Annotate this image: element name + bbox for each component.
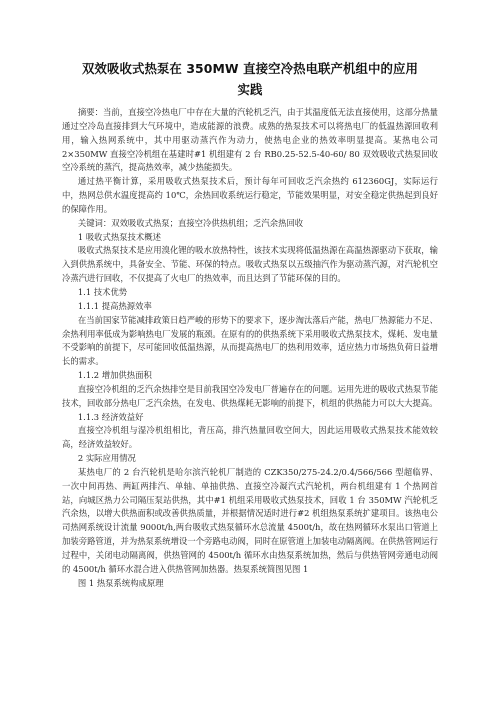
- keywords-line: 关键词：双效吸收式热泵；直接空冷供热机组；乏汽余热回收: [77, 217, 304, 228]
- body-paragraph: 吸收式热泵技术是应用溴化锂的吸水放热特性，该技术实现将低温热源在高温热源驱动下获取，输入到供热系统中，具备安全、节能、环保的特点。吸收式热泵以五级抽汽作为驱动蒸汽源，对汽轮机空冷蒸汽进行回收，不仅提高了火电厂的热效率，而且达到了节能环保的目的。: [62, 245, 438, 284]
- body-paragraph: 直接空冷机组与湿冷机组相比，背压高，排汽热量回收空间大，因此运用吸收式热泵技术能效较高，经济效益较好。: [62, 425, 438, 450]
- section-heading-2: 2 实际应用情况: [77, 453, 136, 464]
- section-heading-1-1-1: 1.1.1 提高热源效率: [77, 300, 152, 311]
- document-body: [62, 106, 438, 591]
- title-line-2: 实践: [237, 82, 263, 97]
- figure-caption: 图 1 热泵系统构成原理: [77, 577, 164, 588]
- body-paragraph: 直接空冷机组的乏汽余热排空是目前我国空冷发电厂普遍存在的问题。运用先进的吸收式热泵节能技术，回收部分热电厂乏汽余热，在发电、供热煤耗无影响的前提下，机组的供热能力可以大大提高。: [62, 383, 438, 408]
- abstract-paragraph: 摘要：当前，直接空冷热电厂中存在大量的汽轮机乏汽，由于其温度低无法直接使用，这部分热量通过空冷岛直接排到大气环境中，造成能源的浪费。成熟的热泵技术可以将热电厂的低温热源回收利用，输入热网系统中，其中用驱动蒸汽作为动力，使热电企业的热效率明显提高。某热电公司 2×350MW 直接空冷机组在基建时#1 机组建有 2 台 RB0.25-52.5-40-60/ 80 双效吸收式热泵回收空冷系统的蒸汽，提高热效率，减少热能损失。: [62, 107, 438, 173]
- body-paragraph: 在当前国家节能减排政策日趋严峻的形势下的要求下，逐步淘汰落后产能，热电厂热源能力不足、余热利用率低成为影响热电厂发展的瓶颈。在原有的的供热系统下采用吸收式热泵技术，煤耗、发电量不受影响的前提下，尽可能回收低温热源，从而提高热电厂的热利用效率，适应热力市场热负荷日益增长的需求。: [62, 314, 438, 367]
- document-title: [62, 58, 438, 100]
- abstract-result-paragraph: 通过热平衡计算，采用吸收式热泵技术后，预计每年可回收乏汽余热约 612360GJ，实际运行中，热网总供水温度提高约 10℃，余热回收系统运行稳定，节能效果明显，对安全稳定供热起到良好的保障作用。: [62, 176, 438, 214]
- section-heading-1: 1 吸收式热泵技术概述: [77, 231, 161, 242]
- section-heading-1-1-3: 1.1.3 经济效益好: [77, 411, 144, 422]
- section-heading-1-1: 1.1 技术优势: [77, 286, 128, 297]
- title-line-1: 双效吸收式热泵在 350MW 直接空冷热电联产机组中的应用: [82, 61, 418, 76]
- body-paragraph: 某热电厂的 2 台汽轮机是哈尔滨汽轮机厂制造的 CZK350/275-24.2/0.4/566/566 型超临界、一次中间再热、两缸两排汽、单轴、单抽供热、直接空冷凝汽式汽轮机，两台机组建有 1 个热网首站，向城区热力公司隔压泵站供热，其中#1 机组采用吸收式热泵技术，回收 1 台 350MW 汽轮机乏汽余热，以增大供热面积或改善供热质量，并根据情况适时进行#2 机组热泵系统扩建项目。该热电公司热网系统设计流量 9000t/h,两台吸收式热泵循环水总流量 4500t/h，故在热网循环水泵出口管道上加装旁路管道，并为热泵系统增设一个旁路电动阀，同时在原管道上加装电动隔离阀。在供热管网运行过程中，关闭电动隔离阀，供热管网的 4500t/h 循环水由热泵系统加热，然后与供热管网旁通电动阀的 4500t/h 循环水混合进入供热管网加热器。热泵系统简图见图 1: [62, 466, 438, 574]
- section-heading-1-1-2: 1.1.2 增加供热面积: [77, 370, 152, 381]
